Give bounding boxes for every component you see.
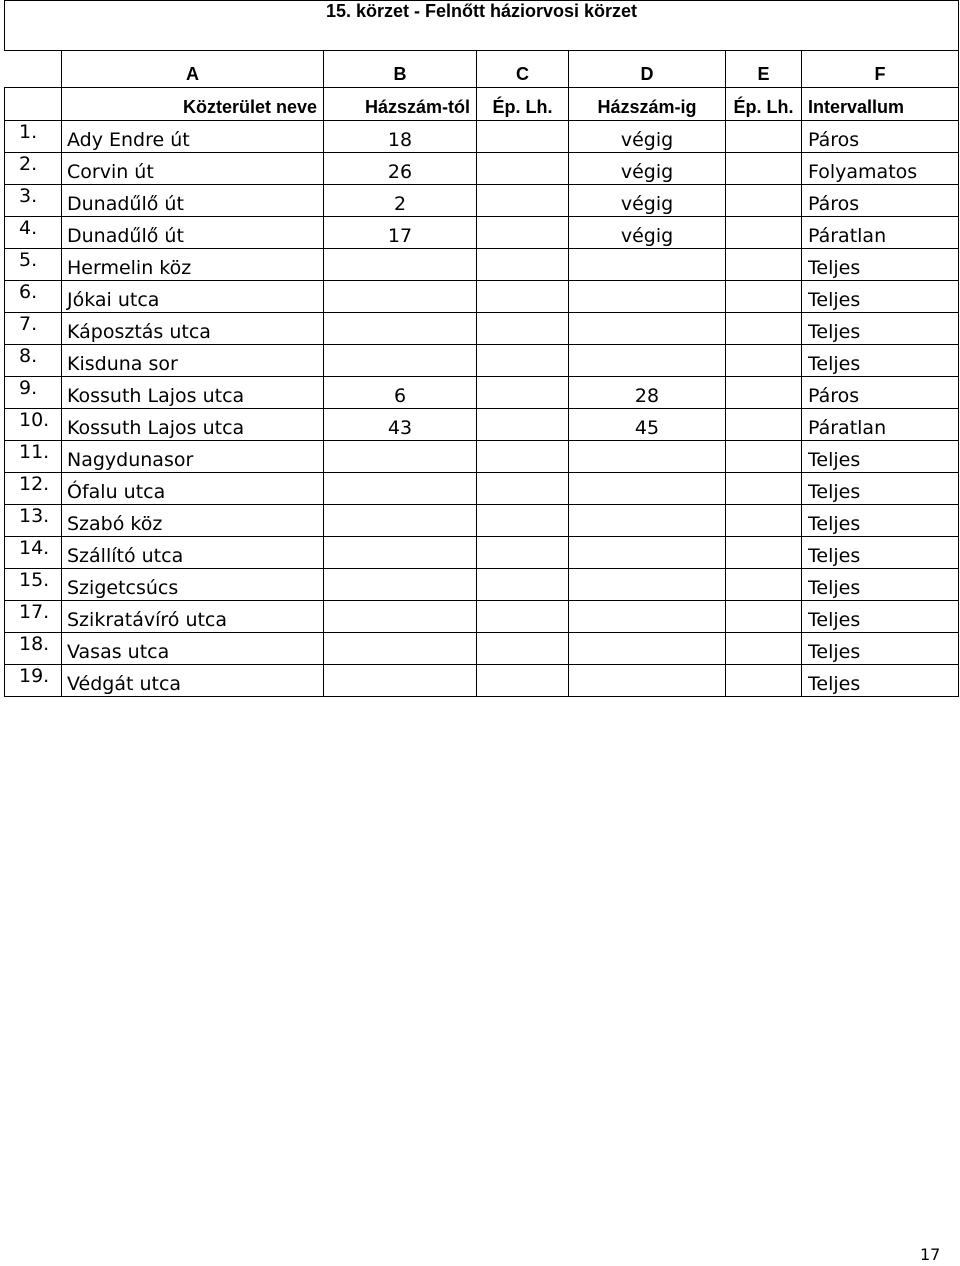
interval-cell: Folyamatos bbox=[802, 153, 959, 185]
building-to-cell bbox=[726, 345, 802, 377]
house-to-cell bbox=[569, 569, 726, 601]
house-from-cell bbox=[324, 633, 477, 665]
table-row bbox=[5, 601, 959, 633]
house-to-cell: végig bbox=[569, 185, 726, 217]
interval-cell: Teljes bbox=[802, 569, 959, 601]
building-to-cell bbox=[726, 281, 802, 313]
street-name-cell: Kossuth Lajos utca bbox=[62, 377, 324, 409]
house-from-cell bbox=[324, 345, 477, 377]
page-number: 17 bbox=[920, 1245, 941, 1264]
street-name-cell: Ady Endre út bbox=[62, 121, 324, 153]
building-from-cell bbox=[477, 217, 569, 249]
building-from-cell bbox=[477, 345, 569, 377]
interval-cell: Teljes bbox=[802, 665, 959, 697]
table-row bbox=[5, 345, 959, 377]
building-from-cell bbox=[477, 505, 569, 537]
building-from-cell bbox=[477, 281, 569, 313]
house-from-cell bbox=[324, 249, 477, 281]
building-to-cell bbox=[726, 377, 802, 409]
house-to-cell: végig bbox=[569, 153, 726, 185]
interval-cell: Teljes bbox=[802, 505, 959, 537]
interval-cell: Páros bbox=[802, 377, 959, 409]
street-name-cell: Szállító utca bbox=[62, 537, 324, 569]
house-from-cell bbox=[324, 601, 477, 633]
table-title: 15. körzet - Felnőtt háziorvosi körzet bbox=[5, 1, 959, 51]
house-from-cell bbox=[324, 441, 477, 473]
building-to-cell bbox=[726, 249, 802, 281]
row-number-cell: 10. bbox=[5, 409, 62, 441]
row-number-cell: 5. bbox=[5, 249, 62, 281]
row-number-cell: 4. bbox=[5, 217, 62, 249]
row-number-cell: 14. bbox=[5, 537, 62, 569]
house-from-cell bbox=[324, 505, 477, 537]
table-row bbox=[5, 569, 959, 601]
building-from-cell bbox=[477, 249, 569, 281]
street-name-cell: Kisduna sor bbox=[62, 345, 324, 377]
table-row bbox=[5, 153, 959, 185]
street-name-cell: Káposztás utca bbox=[62, 313, 324, 345]
interval-cell: Teljes bbox=[802, 313, 959, 345]
house-from-cell: 17 bbox=[324, 217, 477, 249]
row-number-cell: 7. bbox=[5, 313, 62, 345]
house-from-cell: 43 bbox=[324, 409, 477, 441]
table-row bbox=[5, 217, 959, 249]
table-row bbox=[5, 185, 959, 217]
building-from-cell bbox=[477, 569, 569, 601]
house-from-cell: 26 bbox=[324, 153, 477, 185]
house-to-cell bbox=[569, 601, 726, 633]
house-to-cell bbox=[569, 537, 726, 569]
table-row bbox=[5, 633, 959, 665]
house-to-cell bbox=[569, 249, 726, 281]
building-to-cell bbox=[726, 409, 802, 441]
column-letter-c: C bbox=[477, 51, 569, 88]
building-from-cell bbox=[477, 377, 569, 409]
column-letter-row bbox=[5, 51, 959, 88]
header-building-to: Ép. Lh. bbox=[726, 88, 802, 121]
street-name-cell: Kossuth Lajos utca bbox=[62, 409, 324, 441]
building-from-cell bbox=[477, 441, 569, 473]
street-name-cell: Corvin út bbox=[62, 153, 324, 185]
building-to-cell bbox=[726, 473, 802, 505]
house-to-cell bbox=[569, 345, 726, 377]
building-to-cell bbox=[726, 665, 802, 697]
building-to-cell bbox=[726, 569, 802, 601]
building-to-cell bbox=[726, 537, 802, 569]
table-row bbox=[5, 281, 959, 313]
street-name-cell: Szikratávíró utca bbox=[62, 601, 324, 633]
header-house-to: Házszám-ig bbox=[569, 88, 726, 121]
interval-cell: Páratlan bbox=[802, 217, 959, 249]
column-letter-d: D bbox=[569, 51, 726, 88]
row-number-cell: 13. bbox=[5, 505, 62, 537]
interval-cell: Teljes bbox=[802, 633, 959, 665]
column-letter-b: B bbox=[324, 51, 477, 88]
interval-cell: Teljes bbox=[802, 601, 959, 633]
building-from-cell bbox=[477, 153, 569, 185]
table-row bbox=[5, 377, 959, 409]
house-to-cell bbox=[569, 665, 726, 697]
table-row bbox=[5, 409, 959, 441]
house-to-cell bbox=[569, 505, 726, 537]
row-number-cell: 6. bbox=[5, 281, 62, 313]
house-from-cell: 6 bbox=[324, 377, 477, 409]
house-to-cell: végig bbox=[569, 217, 726, 249]
building-from-cell bbox=[477, 185, 569, 217]
street-name-cell: Dunadűlő út bbox=[62, 217, 324, 249]
building-to-cell bbox=[726, 601, 802, 633]
street-name-cell: Vasas utca bbox=[62, 633, 324, 665]
table-row bbox=[5, 473, 959, 505]
street-name-cell: Jókai utca bbox=[62, 281, 324, 313]
house-to-cell bbox=[569, 633, 726, 665]
street-name-cell: Ófalu utca bbox=[62, 473, 324, 505]
interval-cell: Teljes bbox=[802, 473, 959, 505]
row-number-cell: 15. bbox=[5, 569, 62, 601]
table-row bbox=[5, 121, 959, 153]
row-number-cell: 1. bbox=[5, 121, 62, 153]
interval-cell: Teljes bbox=[802, 537, 959, 569]
house-to-cell: végig bbox=[569, 121, 726, 153]
building-from-cell bbox=[477, 633, 569, 665]
table-row bbox=[5, 665, 959, 697]
table-row bbox=[5, 441, 959, 473]
building-from-cell bbox=[477, 121, 569, 153]
row-number-cell: 8. bbox=[5, 345, 62, 377]
row-number-cell: 17. bbox=[5, 601, 62, 633]
interval-cell: Páros bbox=[802, 185, 959, 217]
header-house-from: Házszám-tól bbox=[324, 88, 477, 121]
table-row bbox=[5, 313, 959, 345]
header-interval: Intervallum bbox=[802, 88, 959, 121]
street-name-cell: Dunadűlő út bbox=[62, 185, 324, 217]
building-to-cell bbox=[726, 153, 802, 185]
house-to-cell bbox=[569, 281, 726, 313]
street-name-cell: Nagydunasor bbox=[62, 441, 324, 473]
row-number-cell: 2. bbox=[5, 153, 62, 185]
building-from-cell bbox=[477, 537, 569, 569]
letter-corner-cell bbox=[5, 51, 62, 88]
house-to-cell: 28 bbox=[569, 377, 726, 409]
table-row bbox=[5, 249, 959, 281]
row-number-cell: 9. bbox=[5, 377, 62, 409]
street-name-cell: Védgát utca bbox=[62, 665, 324, 697]
header-building-from: Ép. Lh. bbox=[477, 88, 569, 121]
building-to-cell bbox=[726, 217, 802, 249]
district-table bbox=[4, 0, 959, 697]
building-to-cell bbox=[726, 505, 802, 537]
table-row bbox=[5, 505, 959, 537]
street-name-cell: Szabó köz bbox=[62, 505, 324, 537]
house-from-cell bbox=[324, 665, 477, 697]
building-from-cell bbox=[477, 665, 569, 697]
house-to-cell bbox=[569, 473, 726, 505]
row-number-cell: 3. bbox=[5, 185, 62, 217]
building-from-cell bbox=[477, 409, 569, 441]
house-from-cell bbox=[324, 537, 477, 569]
interval-cell: Teljes bbox=[802, 249, 959, 281]
row-number-cell: 19. bbox=[5, 665, 62, 697]
column-letter-f: F bbox=[802, 51, 959, 88]
interval-cell: Teljes bbox=[802, 441, 959, 473]
column-letter-a: A bbox=[62, 51, 324, 88]
building-to-cell bbox=[726, 313, 802, 345]
building-from-cell bbox=[477, 601, 569, 633]
row-number-cell: 11. bbox=[5, 441, 62, 473]
row-number-cell: 18. bbox=[5, 633, 62, 665]
header-corner-cell bbox=[5, 88, 62, 121]
house-from-cell bbox=[324, 473, 477, 505]
street-name-cell: Szigetcsúcs bbox=[62, 569, 324, 601]
column-header-row bbox=[5, 88, 959, 121]
house-from-cell: 2 bbox=[324, 185, 477, 217]
row-number-cell: 12. bbox=[5, 473, 62, 505]
interval-cell: Teljes bbox=[802, 281, 959, 313]
house-to-cell bbox=[569, 313, 726, 345]
house-from-cell bbox=[324, 281, 477, 313]
building-to-cell bbox=[726, 633, 802, 665]
building-to-cell bbox=[726, 441, 802, 473]
house-to-cell bbox=[569, 441, 726, 473]
interval-cell: Teljes bbox=[802, 345, 959, 377]
house-from-cell bbox=[324, 569, 477, 601]
interval-cell: Páratlan bbox=[802, 409, 959, 441]
building-to-cell bbox=[726, 185, 802, 217]
column-letter-e: E bbox=[726, 51, 802, 88]
street-name-cell: Hermelin köz bbox=[62, 249, 324, 281]
building-to-cell bbox=[726, 121, 802, 153]
table-row bbox=[5, 537, 959, 569]
house-from-cell: 18 bbox=[324, 121, 477, 153]
building-from-cell bbox=[477, 313, 569, 345]
building-from-cell bbox=[477, 473, 569, 505]
interval-cell: Páros bbox=[802, 121, 959, 153]
house-to-cell: 45 bbox=[569, 409, 726, 441]
header-street-name: Közterület neve bbox=[62, 88, 324, 121]
house-from-cell bbox=[324, 313, 477, 345]
